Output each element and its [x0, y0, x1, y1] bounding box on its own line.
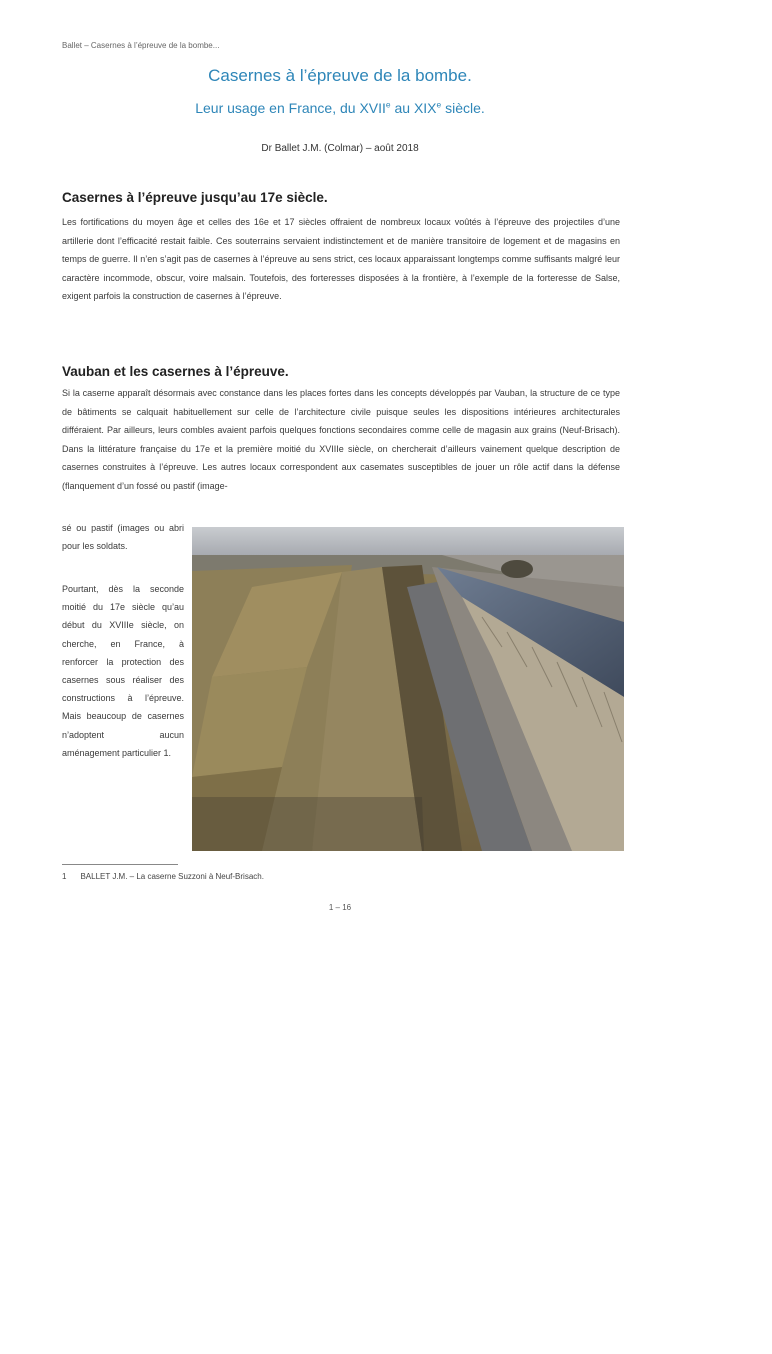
section-paragraph-1: Les fortifications du moyen âge et celles des 16e et 17 siècles offraient de nombreux locaux voûtés à l’épreuve des projectiles d’une artillerie dont l’efficacité restait faible. Ces souterrains servaient indistinctement et de manière transitoire de logement et de magasins en temps de guerre. Il n’en s’agit pas de casernes à l’épreuve au sens strict, ces locaux apparaissant longtemps comme suffisants malgré leur caractère incommode, obscur, voire malsain. Toutefois, des forteresses disposées à la frontière, à l’exemple de la forteresse de Salse, exigent parfois la construction de casernes à l’épreuve. — [62, 217, 620, 301]
subtitle-sup-1: e — [385, 99, 391, 110]
subtitle-main: Leur usage en France, du XVII — [195, 100, 386, 116]
footnote-mark: 1 — [62, 872, 67, 881]
document-subtitle — [0, 100, 680, 116]
footnote — [62, 872, 264, 881]
page-number: 1 – 16 — [328, 903, 352, 912]
author-line: Dr Ballet J.M. (Colmar) – août 2018 — [261, 143, 419, 154]
footnote-rule — [62, 864, 178, 865]
running-head: Ballet – Casernes à l’épreuve de la bombe... — [62, 41, 220, 50]
document-title: Casernes à l’épreuve de la bombe. — [208, 66, 472, 85]
subtitle-mid: au XIX — [390, 100, 437, 116]
footnote-text: BALLET J.M. – La caserne Suzzoni à Neuf-Brisach. — [80, 872, 264, 881]
section-heading-2: Vauban et les casernes à l’épreuve. — [62, 364, 289, 379]
section-heading-1: Casernes à l’épreuve jusqu’au 17e siècle. — [62, 190, 328, 205]
figure-caption: Fig. 1 – La caserne Suzzoni, une des quatre casernes de Neuf-Brisach, les bâtiments d’accueil construits ultérieurement au moyen de cette arbre du XIXe siècle (au rez-de-chaussée : 1846). — [392, 1333, 765, 1353]
side-column-paragraph: Pourtant, dès la seconde moitié du 17e siècle qu’au début du XVIIIe siècle, on cherche, en France, à renforcer la protection des casernes sous réaliser des constructions à l’épreuve. Mais beaucoup de casernes n’adoptent aucun aménagement particulier 1. — [62, 584, 184, 758]
side-column-lead: sé ou pastif (images ou abri pour les soldats. — [62, 523, 184, 552]
subtitle-end: siècle. — [441, 100, 485, 116]
subtitle-sup-2: e — [436, 99, 442, 110]
section-paragraph-2: Si la caserne apparaît désormais avec constance dans les places fortes dans les concepts développés par Vauban, la structure de ce type de bâtiments se calquait habituellement sur celle de l’architecture civile puisque seules les dispositions intérieures architecturales différaient. Par ailleurs, leurs combles avaient parfois quelques fonctions secondaires comme celle de magasin aux grains (Neuf-Brisach). Dans la littérature française du 17e et la première moitié du XVIIIe siècle, on chercherait d’ailleurs vainement quelque description de casernes construites à l’épreuve. Les autres locaux correspondent aux casemates susceptibles de jouer un rôle actif dans la défense (flanquement d’un fossé ou pastif (image- — [62, 388, 620, 491]
aerial-photo-illustration — [192, 527, 624, 851]
